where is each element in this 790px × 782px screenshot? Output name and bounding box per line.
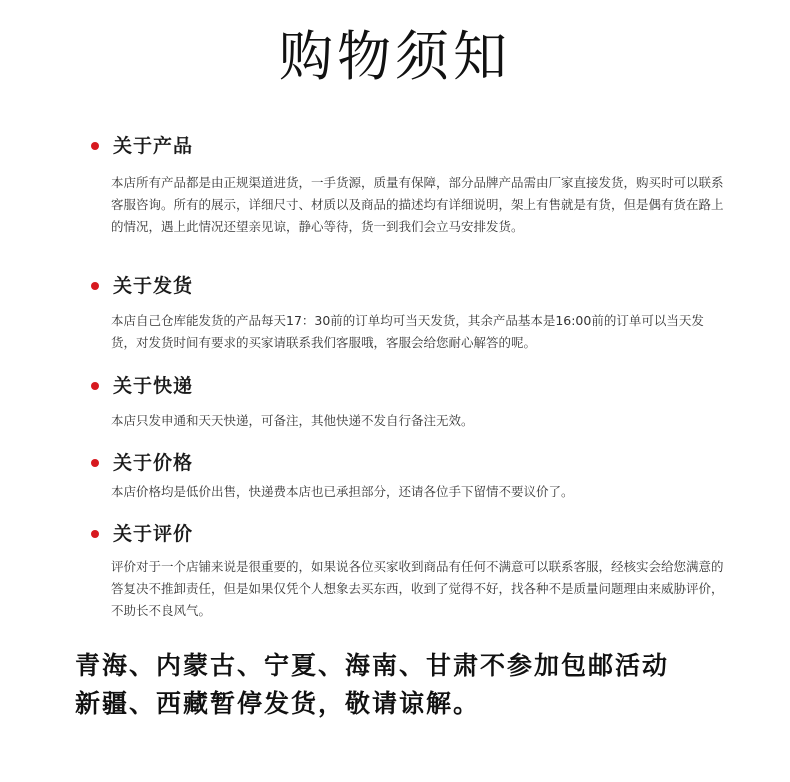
section-body: 本店价格均是低价出售，快递费本店也已承担部分，还请各位手下留情不要议价了。 [111, 484, 574, 499]
shipping-notice-line-2: 新疆、西藏暂停发货，敬请谅解。 [75, 689, 481, 718]
section-title: 关于发货 [113, 275, 194, 297]
red-bullet-icon [91, 459, 99, 467]
section-heading [91, 372, 193, 400]
section-heading [91, 520, 193, 548]
shipping-notice-line-1: 青海、内蒙古、宁夏、海南、甘肃不参加包邮活动 [75, 651, 670, 680]
section-heading [91, 449, 193, 477]
page-title: 购物须知 [279, 25, 511, 88]
section-body: 评价对于一个店铺来说是很重要的，如果说各位买家收到商品有任何不满意可以联系客服，经核实会给您满意的答复决不推卸责任，但是如果仅凭个人想象去买东西，收到了觉得不好，找各种不是质量问题理由来威胁评价，不助长不良风气。 [111, 559, 724, 618]
section-heading [91, 272, 193, 300]
section-heading [91, 132, 193, 160]
section-body: 本店只发申通和天天快递，可备注，其他快递不发自行备注无效。 [111, 413, 474, 428]
red-bullet-icon [91, 142, 99, 150]
section-body: 本店自己仓库能发货的产品每天17：30前的订单均可当天发货，其余产品基本是16:00前的订单可以当天发货，对发货时间有要求的买家请联系我们客服哦，客服会给您耐心解答的呢。 [111, 313, 704, 350]
section-title: 关于评价 [113, 523, 194, 545]
red-bullet-icon [91, 282, 99, 290]
red-bullet-icon [91, 382, 99, 390]
section-title: 关于价格 [113, 452, 194, 474]
section-body: 本店所有产品都是由正规渠道进货，一手货源，质量有保障，部分品牌产品需由厂家直接发货，购买时可以联系客服咨询。所有的展示，详细尺寸、材质以及商品的描述均有详细说明，架上有售就是有货，但是偶有货在路上的情况，遇上此情况还望亲见谅，静心等待，货一到我们会立马安排发货。 [111, 175, 724, 234]
red-bullet-icon [91, 530, 99, 538]
section-title: 关于快递 [113, 375, 194, 397]
section-title: 关于产品 [113, 135, 194, 157]
